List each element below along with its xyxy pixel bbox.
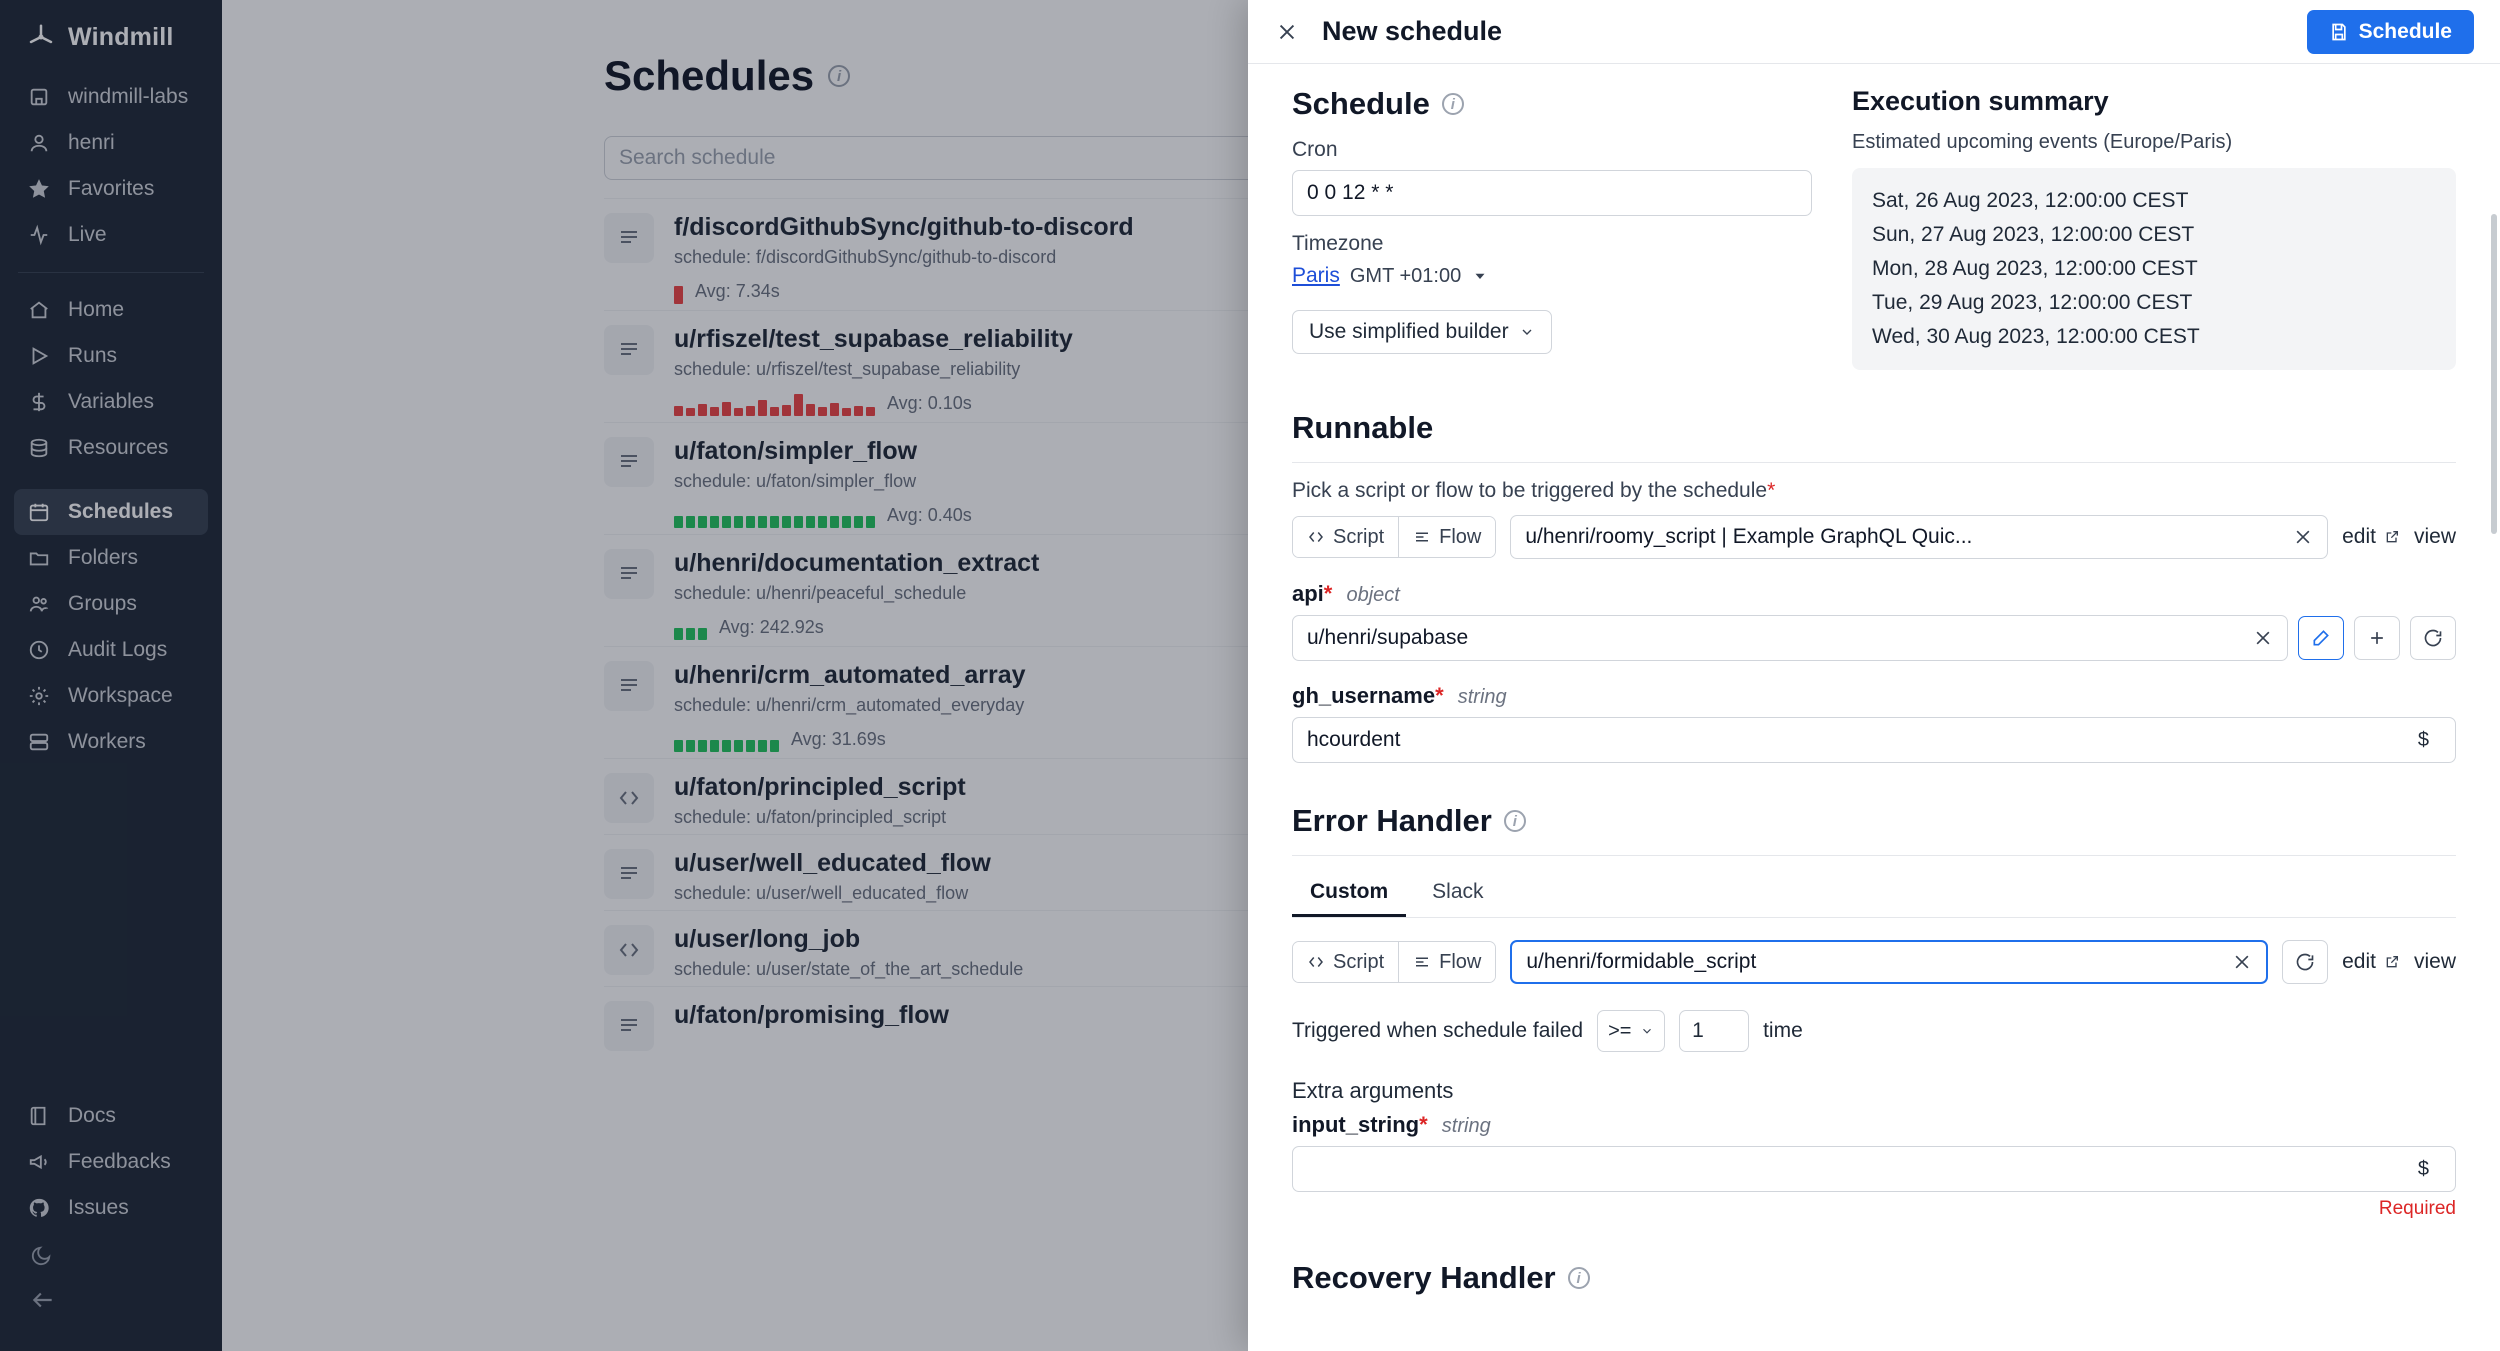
sidebar-item-label: Docs — [68, 1104, 116, 1127]
external-link-icon — [2384, 954, 2400, 970]
save-icon — [2329, 22, 2349, 42]
recovery-handler-info-icon[interactable]: i — [1568, 1267, 1590, 1289]
failure-count-input[interactable] — [1679, 1010, 1749, 1052]
execution-event: Mon, 28 Aug 2023, 12:00:00 CEST — [1872, 257, 2198, 281]
edit-runnable-link[interactable] — [2342, 525, 2400, 549]
schedule-path: schedule: u/user/state_of_the_art_schedule — [674, 959, 1024, 979]
api-value: u/henri/supabase — [1307, 626, 1469, 650]
edit-resource-icon[interactable] — [2298, 616, 2344, 660]
flow-toggle-button[interactable] — [1398, 942, 1495, 982]
tab-slack[interactable]: Slack — [1432, 880, 1484, 904]
script-toggle-button[interactable] — [1293, 942, 1398, 982]
execution-event: Tue, 29 Aug 2023, 12:00:00 CEST — [1872, 291, 2193, 315]
timezone-label: Timezone — [1292, 232, 1384, 255]
user-label: henri — [68, 131, 115, 154]
schedule-path: schedule: u/user/well_educated_flow — [674, 883, 969, 903]
average-duration: Avg: 7.34s — [695, 280, 780, 301]
view-runnable-link[interactable] — [2414, 525, 2456, 549]
workspace-label: windmill-labs — [68, 85, 189, 108]
required-mark: * — [1435, 683, 1444, 709]
chevron-down-icon — [1519, 324, 1535, 340]
sidebar-item-label: Workspace — [68, 684, 173, 707]
schedule-path: schedule: u/henri/peaceful_schedule — [674, 583, 967, 603]
operator-value: >= — [1608, 1019, 1632, 1042]
add-resource-icon[interactable] — [2354, 616, 2400, 660]
sidebar-item-label: Variables — [68, 390, 154, 413]
gh-username-input[interactable] — [1292, 717, 2456, 763]
average-duration: Avg: 31.69s — [791, 728, 886, 749]
error-handler-info-icon[interactable]: i — [1504, 810, 1526, 832]
view-label: view — [2413, 950, 2456, 974]
external-link-icon — [2384, 529, 2400, 545]
sidebar-item-label: Runs — [68, 344, 118, 367]
schedule-heading-text: Schedule — [1292, 86, 1430, 121]
dollar-icon[interactable]: $ — [2417, 1157, 2429, 1180]
error-handler-value: u/henri/formidable_script — [1526, 950, 1757, 974]
recovery-handler-heading-text: Recovery Handler — [1292, 1260, 1556, 1296]
trigger-condition-row — [1292, 1010, 2456, 1052]
sidebar-item-label: Groups — [68, 592, 137, 615]
script-toggle-label: Script — [1333, 525, 1385, 548]
view-error-handler-link[interactable] — [2414, 950, 2456, 974]
cron-value: 0 0 12 * * — [1307, 181, 1394, 204]
cron-label: Cron — [1292, 138, 1338, 161]
field-type: string — [1457, 686, 1507, 709]
sidebar-item-label: Issues — [68, 1196, 129, 1219]
refresh-error-handler-icon[interactable] — [2282, 940, 2328, 984]
schedule-path: schedule: u/rfiszel/test_supabase_reliability — [674, 359, 1021, 379]
edit-label: edit — [2342, 525, 2376, 549]
page-title: Schedules — [604, 52, 815, 99]
schedule-path: schedule: u/faton/principled_script — [674, 807, 947, 827]
schedule-name[interactable]: u/user/well_educated_flow — [674, 849, 991, 877]
runnable-picker-row — [1292, 515, 2456, 559]
sidebar-item-label: Live — [68, 223, 107, 246]
schedule-name[interactable]: u/rfiszel/test_supabase_reliability — [674, 325, 1073, 353]
execution-event: Wed, 30 Aug 2023, 12:00:00 CEST — [1872, 325, 2200, 349]
builder-button-label: Use simplified builder — [1309, 320, 1509, 343]
code-icon — [1307, 528, 1325, 546]
field-name: api — [1292, 581, 1324, 607]
gh-username-value: hcourdent — [1307, 728, 1401, 752]
field-row-gh-username — [1292, 717, 2456, 763]
edit-error-handler-link[interactable] — [2342, 950, 2400, 974]
chevron-down-icon — [1640, 1024, 1654, 1038]
extra-arguments-label: Extra arguments — [1292, 1078, 1454, 1104]
schedule-button[interactable] — [2307, 10, 2474, 54]
sidebar-item-label: Resources — [68, 436, 169, 459]
clear-icon[interactable] — [2253, 628, 2273, 648]
schedule-name[interactable]: u/henri/crm_automated_array — [674, 661, 1026, 689]
input-string-input[interactable] — [1292, 1146, 2456, 1192]
schedule-path: schedule: u/henri/crm_automated_everyday — [674, 695, 1025, 715]
field-label-input-string — [1292, 1112, 2456, 1138]
required-mark: * — [1323, 581, 1333, 607]
field-row-input-string — [1292, 1146, 2456, 1192]
tab-custom[interactable]: Custom — [1292, 870, 1406, 917]
error-handler-divider — [1292, 855, 2456, 856]
runnable-heading-text: Runnable — [1292, 410, 1434, 446]
schedule-button-label: Schedule — [2358, 19, 2452, 43]
execution-summary-subtitle: Estimated upcoming events (Europe/Paris) — [1852, 131, 2233, 153]
sidebar-item-label: Workers — [68, 730, 146, 753]
runnable-heading — [1292, 410, 2456, 446]
flow-toggle-button[interactable] — [1398, 517, 1495, 557]
edit-label: edit — [2342, 950, 2376, 974]
error-handler-type-toggle — [1292, 941, 1496, 983]
execution-summary-heading: Execution summary — [1852, 86, 2109, 116]
execution-events-list — [1852, 168, 2456, 370]
error-handler-heading — [1292, 803, 2456, 839]
timezone-offset: GMT +01:00 — [1349, 264, 1462, 287]
error-handler-tabs — [1292, 870, 2456, 918]
trigger-label: Triggered when schedule failed — [1292, 1019, 1584, 1043]
failure-count-value: 1 — [1692, 1019, 1704, 1043]
drawer-title: New schedule — [1322, 16, 1503, 46]
clear-icon[interactable] — [2293, 527, 2313, 547]
drawer-scrollbar[interactable] — [2491, 214, 2497, 534]
execution-event: Sat, 26 Aug 2023, 12:00:00 CEST — [1872, 189, 2189, 212]
sidebar-item-label: Schedules — [68, 500, 174, 523]
schedule-section-heading — [1292, 86, 1812, 122]
required-mark: * — [1767, 479, 1776, 503]
new-schedule-drawer — [1248, 0, 2500, 1351]
runnable-type-toggle — [1292, 516, 1496, 558]
operator-select[interactable] — [1597, 1010, 1665, 1052]
sidebar-item-label: Audit Logs — [68, 638, 168, 661]
average-duration: Avg: 0.40s — [887, 504, 972, 525]
api-input[interactable] — [1292, 615, 2288, 661]
error-handler-select[interactable] — [1510, 940, 2268, 984]
time-unit-label: time — [1763, 1019, 1803, 1043]
field-name: input_string — [1292, 1112, 1420, 1138]
field-name: gh_username — [1292, 683, 1436, 709]
refresh-resource-icon[interactable] — [2410, 616, 2456, 660]
field-label-gh-username — [1292, 683, 2456, 709]
schedule-info-icon[interactable]: i — [1442, 93, 1464, 115]
average-duration: Avg: 0.10s — [887, 392, 972, 413]
schedule-name[interactable]: f/discordGithubSync/github-to-discord — [674, 213, 1134, 241]
sidebar-item-label: Home — [68, 298, 125, 321]
view-label: view — [2413, 525, 2456, 549]
field-type: string — [1441, 1115, 1491, 1138]
pick-runnable-text: Pick a script or flow to be triggered by the schedule — [1292, 479, 1768, 503]
close-icon[interactable] — [1274, 19, 1300, 45]
flow-icon — [1413, 528, 1431, 546]
code-icon — [1307, 953, 1325, 971]
pick-runnable-label — [1292, 479, 2456, 503]
sidebar-item-label: Feedbacks — [68, 1150, 171, 1173]
schedule-name[interactable]: u/faton/simpler_flow — [674, 437, 918, 465]
field-row-api — [1292, 615, 2456, 661]
average-duration: Avg: 242.92s — [719, 616, 824, 637]
script-toggle-button[interactable] — [1293, 517, 1398, 557]
flow-icon — [1413, 953, 1431, 971]
execution-event: Sun, 27 Aug 2023, 12:00:00 CEST — [1872, 223, 2195, 247]
dollar-icon[interactable]: $ — [2417, 728, 2429, 751]
flow-toggle-label: Flow — [1439, 950, 1482, 973]
error-handler-picker-row — [1292, 940, 2456, 984]
drawer-header — [1248, 0, 2500, 64]
script-toggle-label: Script — [1333, 950, 1385, 973]
sidebar-item-label: Favorites — [68, 177, 155, 200]
schedule-name[interactable]: u/user/long_job — [674, 925, 861, 953]
required-validation-note: Required — [2378, 1198, 2456, 1220]
runnable-select[interactable] — [1510, 515, 2328, 559]
sidebar-item-label: Folders — [68, 546, 139, 569]
required-mark: * — [1419, 1112, 1428, 1138]
schedule-name[interactable]: u/faton/promising_flow — [674, 1001, 949, 1029]
field-type: object — [1346, 584, 1400, 607]
runnable-selected-value: u/henri/roomy_script | Example GraphQL Quic... — [1525, 525, 1973, 549]
timezone-city[interactable]: Paris — [1292, 264, 1340, 287]
schedule-name[interactable]: u/faton/principled_script — [674, 773, 966, 801]
drawer-body — [1248, 64, 2500, 1351]
field-label-api — [1292, 581, 2456, 607]
schedule-path: schedule: u/faton/simpler_flow — [674, 471, 917, 491]
schedule-name[interactable]: u/henri/documentation_extract — [674, 549, 1040, 577]
runnable-divider — [1292, 462, 2456, 463]
brand-name: Windmill — [68, 22, 174, 51]
chevron-down-icon[interactable] — [1471, 267, 1489, 285]
info-icon[interactable]: i — [828, 65, 850, 87]
cron-input[interactable] — [1292, 170, 1812, 216]
clear-icon[interactable] — [2232, 952, 2252, 972]
schedule-path: schedule: f/discordGithubSync/github-to-discord — [674, 247, 1057, 267]
flow-toggle-label: Flow — [1439, 525, 1482, 548]
error-handler-heading-text: Error Handler — [1292, 803, 1492, 839]
simplified-builder-button[interactable] — [1292, 310, 1552, 354]
recovery-handler-heading — [1292, 1260, 2456, 1296]
search-placeholder: Search schedule — [619, 146, 776, 169]
